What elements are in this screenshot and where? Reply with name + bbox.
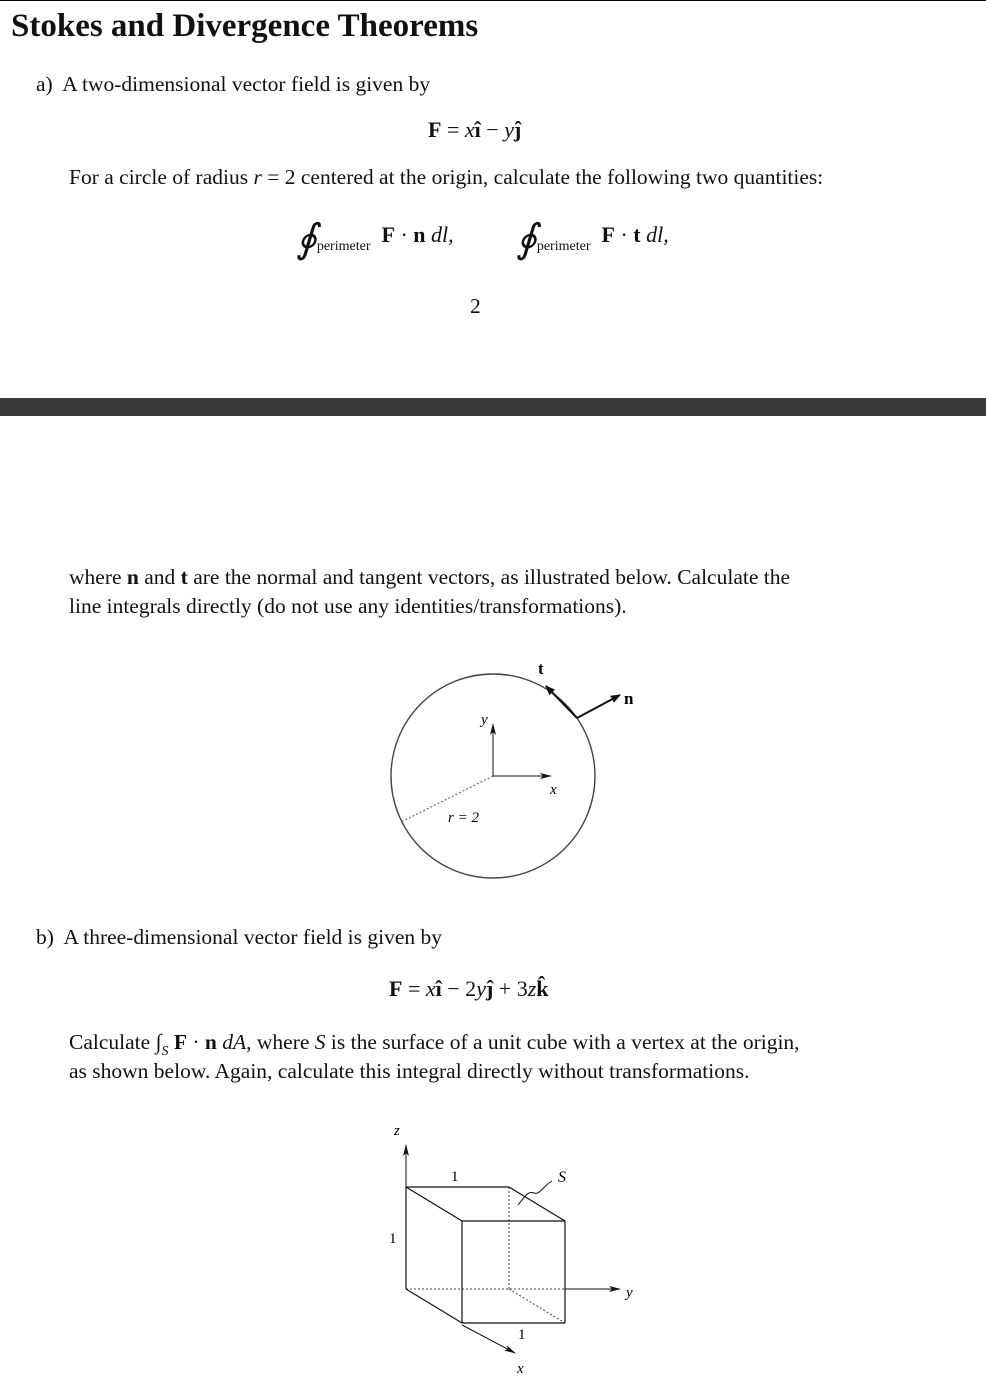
field-x: x [464,117,475,142]
radius-line [401,776,493,822]
label-n: n [624,689,634,708]
calc-line-2: as shown below. Again, calculate this integral directly without transformations. [69,1059,750,1083]
where-line-1 [69,565,790,590]
circle-text-1: For a circle of radius [69,165,254,189]
field-x: x [425,976,436,1001]
unit-j: ĵ [485,976,494,1001]
page-number: 2 [470,294,481,318]
circle-r: r [253,165,262,189]
surface-integral-subscript: S [161,1044,169,1059]
minus-sign: − [480,117,505,142]
integral-normal [296,205,454,261]
integrand-dl: dl, [425,222,454,247]
cube-visible-edges [406,1187,565,1323]
label-top-1: 1 [451,1169,459,1185]
page-title: Stokes and Divergence Theorems [11,8,479,44]
label-left-1: 1 [389,1231,397,1247]
calc-F: F [173,1030,187,1054]
surface-leader-squiggle [518,1181,552,1205]
equals-sign: = [402,976,426,1001]
integrand-n: n [413,222,426,247]
part-b-field-equation [389,976,549,1002]
unit-j: ĵ [513,117,522,142]
label-y: y [626,1285,633,1301]
part-a-intro [36,72,430,97]
field-y: y [476,976,486,1001]
equals-sign: = [441,117,465,142]
integral-tangent [516,205,669,261]
page-separator [0,398,986,416]
label-z: z [394,1123,400,1139]
where-text-3: are the normal and tangent vectors, as illustrated below. Calculate the [187,565,791,589]
dot-op: · [186,1030,205,1054]
minus-two: − 2 [441,976,477,1001]
label-bottom-1: 1 [518,1327,526,1343]
where-text-1: where [69,565,127,589]
circle-figure [380,650,650,890]
part-b-label: b) [36,925,54,949]
label-x: x [517,1361,524,1377]
top-rule [0,0,986,1]
label-r: r = 2 [448,810,479,826]
integrand-t: t [633,222,641,247]
integrand-F: F [381,222,395,247]
surface-integral-symbol: ∫ [155,1030,162,1054]
where-line-2: line integrals directly (do not use any identities/transformations). [69,594,627,618]
calc-text-1: Calculate [69,1030,156,1054]
normal-vector [577,695,620,718]
where-n: n [126,565,139,589]
cube-hidden-edges [406,1187,565,1323]
plus-three: + 3 [493,976,528,1001]
calc-text-3: is the surface of a unit cube with a vertex at the origin, [325,1030,800,1054]
circle-text-2: = 2 centered at the origin, calculate the following two quantities: [261,165,824,189]
field-F: F [389,976,403,1001]
unit-i: î [474,117,481,142]
integrand-F: F [601,222,615,247]
contour-integral-symbol: ∮ [516,216,537,261]
integral-subscript: perimeter [536,239,591,254]
tangent-vector [546,686,577,718]
cube-figure [370,1115,660,1385]
part-a-intro-text: A two-dimensional vector field is given by [62,72,431,96]
calc-dA: dA [216,1030,247,1054]
circle-statement [69,165,823,190]
integral-subscript: perimeter [316,239,371,254]
calc-S: S [314,1030,326,1054]
field-F: F [428,117,442,142]
unit-i: î [435,976,442,1001]
x-axis-arrow [462,1325,515,1353]
part-b-intro [36,925,442,950]
part-b-intro-text: A three-dimensional vector field is given by [63,925,443,949]
field-y: y [504,117,514,142]
field-z: z [527,976,537,1001]
unit-k: k̂ [536,976,549,1001]
dot-op: · [394,222,414,247]
label-x: x [550,782,557,798]
label-y: y [481,712,488,728]
calc-n: n [204,1030,217,1054]
where-t: t [180,565,188,589]
label-S: S [558,1169,566,1186]
integrand-dl: dl, [640,222,669,247]
label-t: t [538,659,544,678]
calc-line-1 [69,1030,800,1059]
contour-integral-symbol: ∮ [296,216,317,261]
part-a-label: a) [36,72,53,96]
part-a-field-equation [428,117,521,143]
calc-text-2: , where [246,1030,315,1054]
where-text-2: and [138,565,181,589]
dot-op: · [614,222,634,247]
